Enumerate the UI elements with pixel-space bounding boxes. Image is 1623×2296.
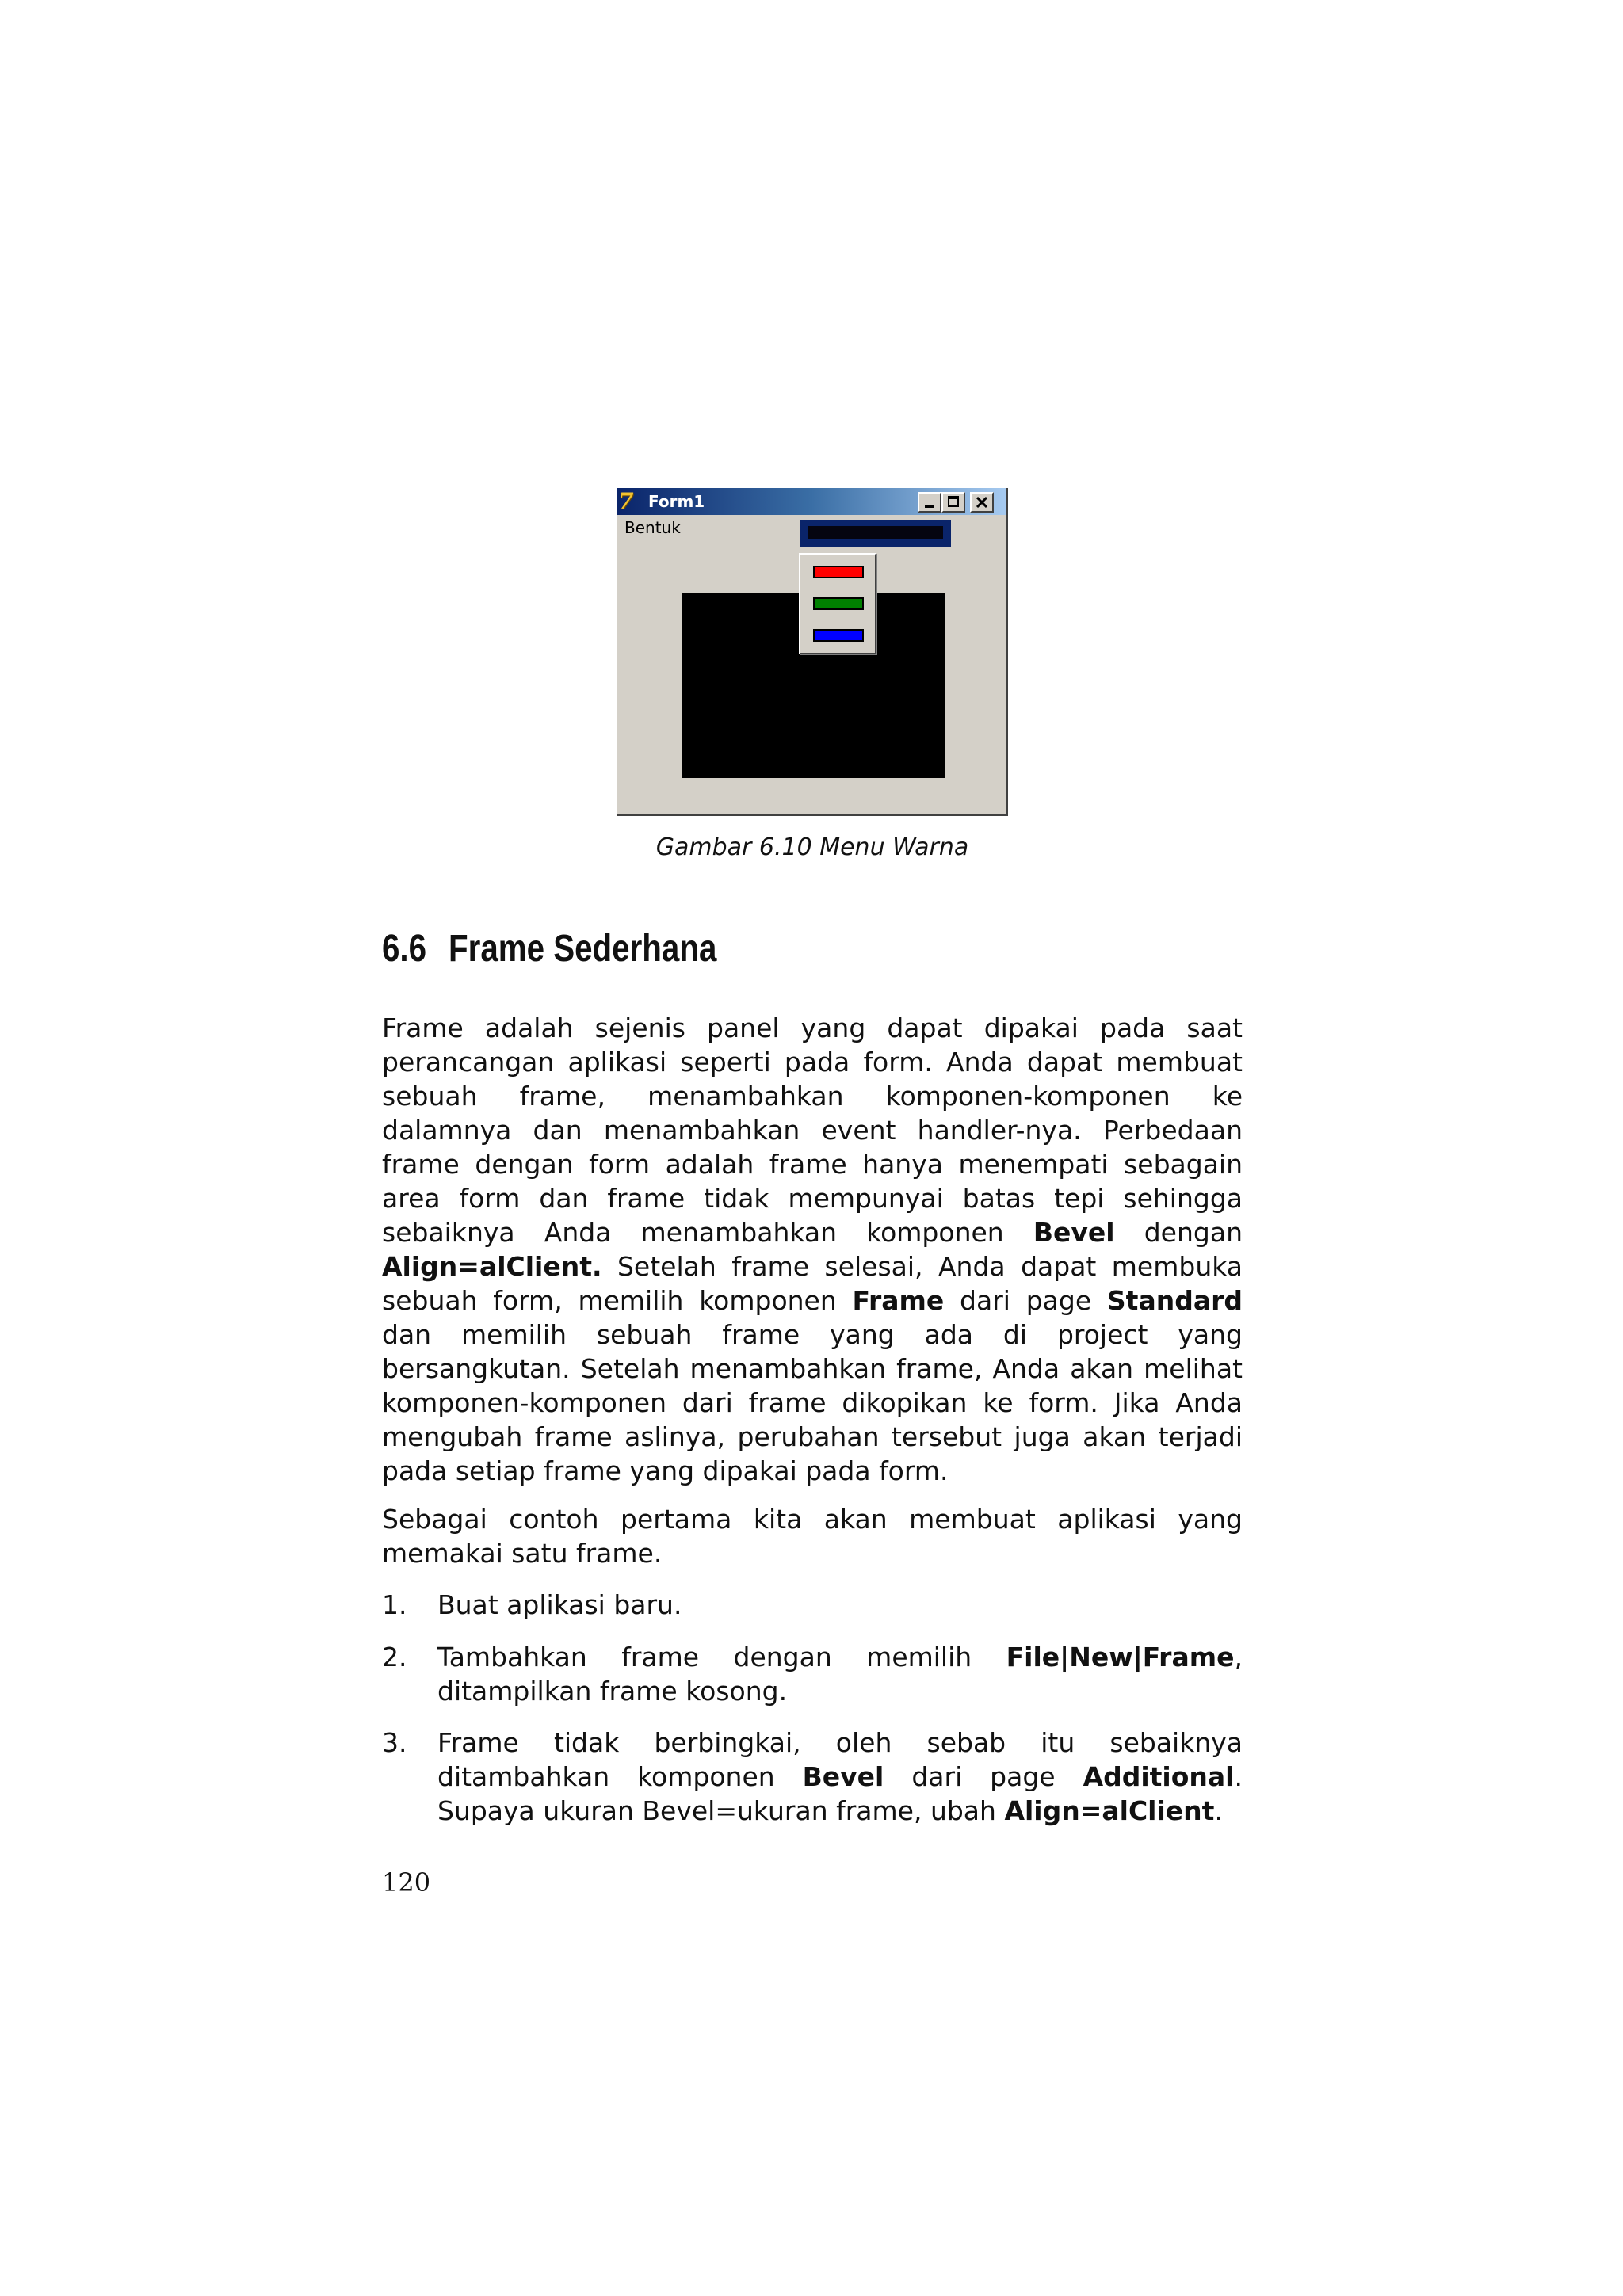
paragraph-example-intro: Sebagai contoh pertama kita akan membuat aplikasi yang memakai satu frame. — [382, 1504, 1243, 1569]
text-run: , ditampilkan frame kosong. — [437, 1642, 1243, 1707]
figure-caption: Gambar 6.10 Menu Warna — [655, 833, 969, 861]
text-run: Setelah frame selesai, Anda dapat membuka sebuah form, memilih komponen — [382, 1251, 1243, 1316]
bold-term: Bevel — [802, 1761, 884, 1792]
text-run: dari page — [944, 1285, 1107, 1316]
section-heading — [382, 925, 716, 973]
list-number: 2. — [382, 1642, 407, 1672]
text-run: Tambahkan frame dengan memilih — [437, 1642, 1006, 1672]
bold-term: Align=alClient. — [382, 1251, 602, 1282]
menu-item-warna-swatch — [808, 526, 943, 539]
maximize-icon[interactable] — [941, 492, 965, 513]
section-title: Frame Sederhana — [449, 928, 717, 970]
list-item — [382, 1588, 1243, 1622]
menu-item-bentuk[interactable]: Bentuk — [624, 518, 681, 537]
minimize-icon[interactable] — [918, 492, 941, 513]
text-run: dengan — [1114, 1217, 1243, 1248]
text-run: dan memilih sebuah frame yang ada di project yang bersangkutan. Setelah menambahkan frame, Anda akan melihat komponen-komponen dari frame dikopikan ke form. Jika Anda mengubah frame aslinya, perubahan tersebut juga akan terjadi pada setiap frame yang dipakai pada form. — [382, 1319, 1243, 1486]
bold-term: Align=alClient — [1004, 1795, 1215, 1826]
text-run: dari page — [884, 1761, 1083, 1792]
section-number: 6.6 — [382, 928, 427, 970]
text-run: . — [1214, 1795, 1223, 1826]
bold-term: File|New|Frame — [1006, 1642, 1235, 1672]
bold-term: Frame — [852, 1285, 945, 1316]
text-run: Frame adalah sejenis panel yang dapat dipakai pada saat perancangan aplikasi seperti pada form. Anda dapat membuat sebuah frame, menambahkan komponen-komponen ke dalamnya dan menambahkan event handler-nya. Perbedaan frame dengan form adalah frame hanya menempati sebagain area form dan frame tidak mempunyai batas tepi sehingga sebaiknya Anda menambahkan komponen — [382, 1013, 1243, 1248]
list-number: 1. — [382, 1589, 407, 1620]
text-run: Frame tidak berbingkai, oleh sebab itu sebaiknya ditambahkan komponen — [437, 1727, 1243, 1792]
text-run: Buat aplikasi baru. — [437, 1589, 682, 1620]
menu-item-red-swatch[interactable] — [813, 566, 864, 578]
list-text — [437, 1726, 1243, 1828]
form1-window — [617, 488, 1008, 816]
list-item — [382, 1726, 1243, 1828]
text-run: . Supaya ukuran Bevel=ukuran frame, ubah — [437, 1761, 1243, 1826]
window-title: Form1 — [648, 492, 705, 511]
list-text — [437, 1640, 1243, 1708]
delphi-7-icon: 7 — [618, 488, 634, 514]
menu-item-blue-swatch[interactable] — [813, 629, 864, 642]
window-titlebar[interactable] — [617, 488, 1006, 515]
list-text — [437, 1588, 1243, 1622]
list-item — [382, 1640, 1243, 1708]
menu-item-green-swatch[interactable] — [813, 597, 864, 610]
list-number: 3. — [382, 1727, 407, 1758]
close-icon[interactable] — [970, 492, 994, 513]
bold-term: Bevel — [1033, 1217, 1115, 1248]
bold-term: Additional — [1083, 1761, 1235, 1792]
page-number: 120 — [382, 1867, 431, 1897]
bold-term: Standard — [1106, 1285, 1243, 1316]
paragraph-frame-intro — [382, 1011, 1243, 1488]
color-popup-menu — [799, 553, 876, 654]
